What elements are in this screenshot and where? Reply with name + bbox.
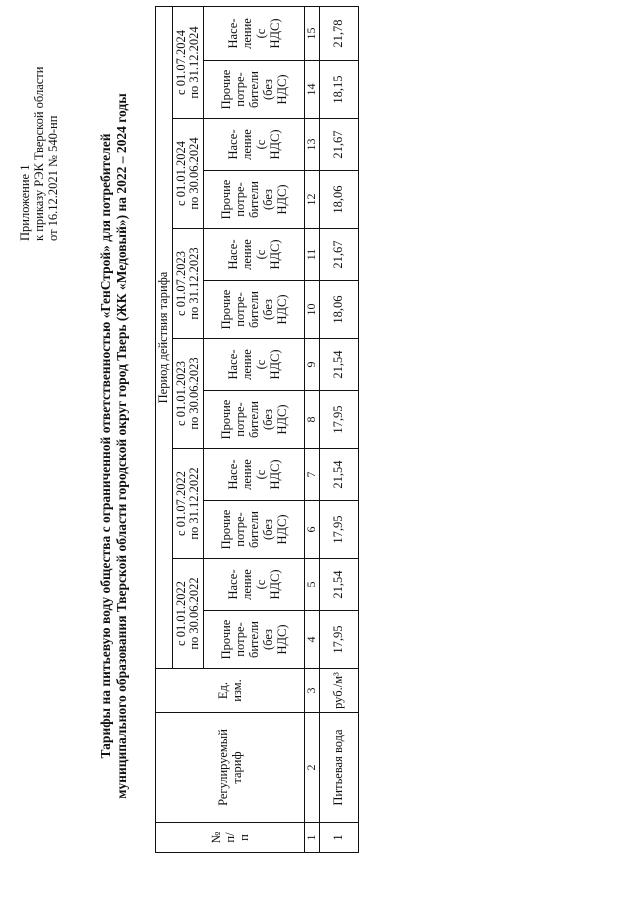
period-2: с 01.07.2022 по 31.12.2022 xyxy=(173,449,204,559)
column-number: 14 xyxy=(305,61,320,119)
row-tariff-name: Питьевая вода xyxy=(320,713,359,823)
cat-other: Прочие потре- бители (без НДС) xyxy=(204,501,305,559)
period-5: с 01.01.2024 по 30.06.2024 xyxy=(173,119,204,229)
column-number: 3 xyxy=(305,669,320,713)
tariff-value: 17,95 xyxy=(320,391,359,449)
tariff-table xyxy=(155,6,359,853)
appendix-line-1: Приложение 1 xyxy=(18,164,32,241)
period-1: с 01.01.2022 по 30.06.2022 xyxy=(173,559,204,669)
cat-population: Насе- ление (с НДС) xyxy=(204,449,305,501)
tariff-value: 21,54 xyxy=(320,339,359,391)
cat-other: Прочие потре- бители (без НДС) xyxy=(204,61,305,119)
column-number: 7 xyxy=(305,449,320,501)
row-unit: руб./м³ xyxy=(320,669,359,713)
column-number: 2 xyxy=(305,713,320,823)
header-period: Период действия тарифа xyxy=(156,7,173,669)
column-number: 5 xyxy=(305,559,320,611)
tariff-value: 21,54 xyxy=(320,449,359,501)
tariff-value: 18,06 xyxy=(320,171,359,229)
column-number: 1 xyxy=(305,823,320,853)
column-number: 4 xyxy=(305,611,320,669)
column-number: 10 xyxy=(305,281,320,339)
column-number: 13 xyxy=(305,119,320,171)
cat-other: Прочие потре- бители (без НДС) xyxy=(204,391,305,449)
column-number: 6 xyxy=(305,501,320,559)
cat-population: Насе- ление (с НДС) xyxy=(204,119,305,171)
column-number: 15 xyxy=(305,7,320,61)
period-4: с 01.07.2023 по 31.12.2023 xyxy=(173,229,204,339)
appendix-line-2: к приказу РЭК Тверской области xyxy=(32,66,46,241)
header-tariff: Регулируемый тариф xyxy=(156,713,305,823)
title-line-2: муниципального образования Тверской области городской округ город Тверь (ЖК «Медовый») на 2022 – 2024 годы xyxy=(114,93,129,799)
header-row-1 xyxy=(156,7,173,853)
row-no: 1 xyxy=(320,823,359,853)
appendix-line-3: от 16.12.2021 № 540-нп xyxy=(46,115,60,241)
header-no: № п/ п xyxy=(156,823,305,853)
tariff-value: 17,95 xyxy=(320,501,359,559)
cat-population: Насе- ление (с НДС) xyxy=(204,229,305,281)
column-number: 11 xyxy=(305,229,320,281)
appendix-note xyxy=(18,16,60,241)
cat-other: Прочие потре- бители (без НДС) xyxy=(204,171,305,229)
column-number: 9 xyxy=(305,339,320,391)
column-number: 12 xyxy=(305,171,320,229)
tariff-value: 17,95 xyxy=(320,611,359,669)
cat-other: Прочие потре- бители (без НДС) xyxy=(204,281,305,339)
cat-population: Насе- ление (с НДС) xyxy=(204,559,305,611)
tariff-value: 18,06 xyxy=(320,281,359,339)
column-number: 8 xyxy=(305,391,320,449)
table-row xyxy=(320,7,359,853)
tariff-value: 18,15 xyxy=(320,61,359,119)
title-line-1: Тарифы на питьевую воду общества с ограниченной ответственностью «ГенСтрой» для потребителей xyxy=(98,133,113,759)
cat-population: Насе- ление (с НДС) xyxy=(204,339,305,391)
column-number-row xyxy=(305,7,320,853)
tariff-value: 21,67 xyxy=(320,119,359,171)
cat-other: Прочие потре- бители (без НДС) xyxy=(204,611,305,669)
tariff-value: 21,67 xyxy=(320,229,359,281)
tariff-value: 21,78 xyxy=(320,7,359,61)
period-3: с 01.01.2023 по 30.06.2023 xyxy=(173,339,204,449)
document-title xyxy=(98,51,130,841)
period-6: с 01.07.2024 по 31.12.2024 xyxy=(173,7,204,119)
cat-population: Насе- ление (с НДС) xyxy=(204,7,305,61)
header-unit: Ед. изм. xyxy=(156,669,305,713)
tariff-value: 21,54 xyxy=(320,559,359,611)
